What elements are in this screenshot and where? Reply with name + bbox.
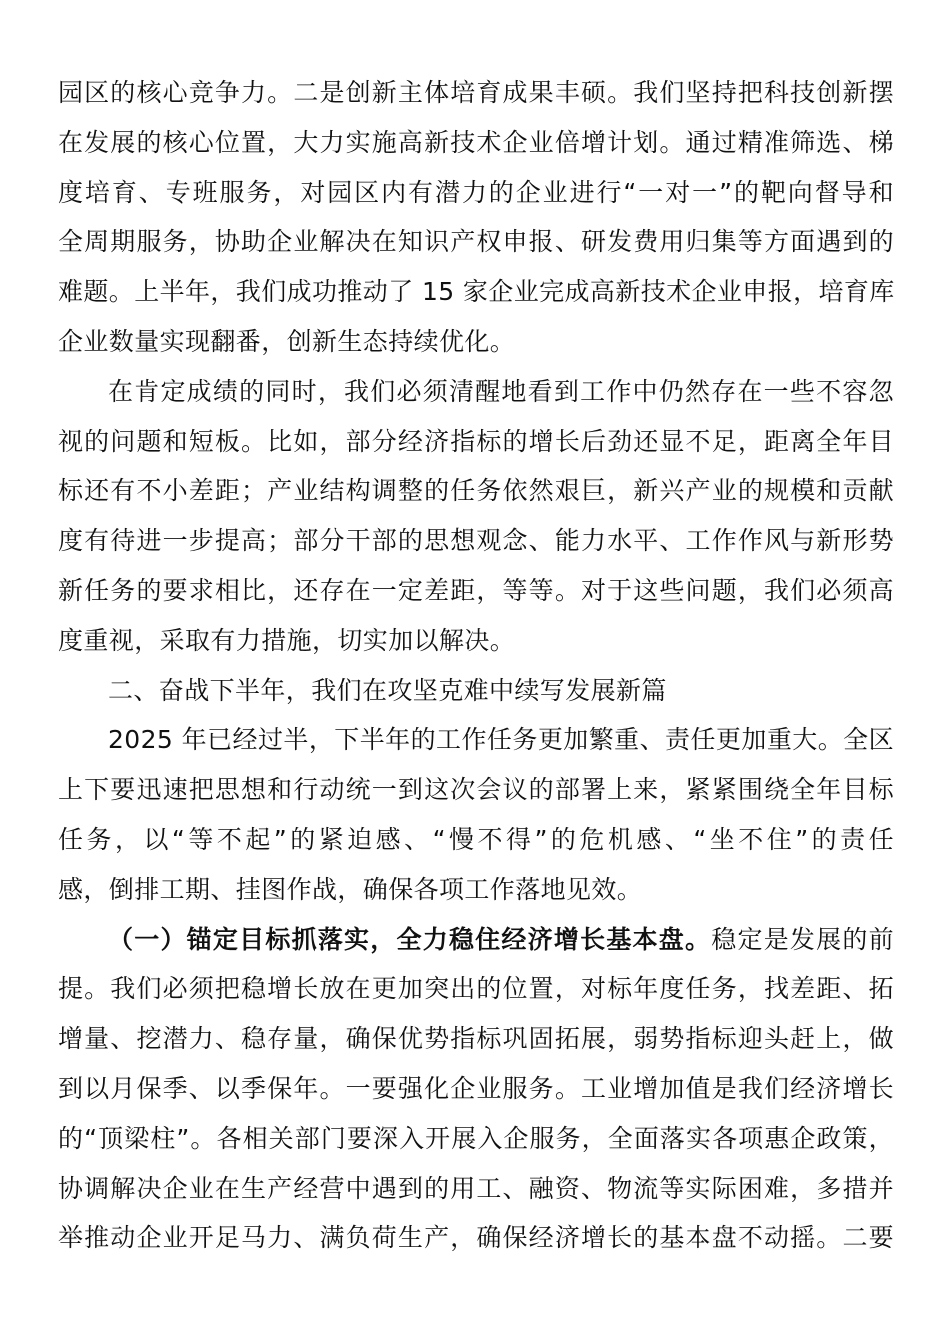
text-line: 举推动企业开足马力、满负荷生产，确保经济增长的基本盘不动摇。二要: [58, 1223, 894, 1253]
subsection-lead-text: 稳定是发展的前: [711, 924, 894, 954]
subsection-heading: （一）锚定目标抓落实，全力稳住经济增长基本盘。: [108, 924, 712, 954]
subsection-line: [58, 915, 894, 965]
text-line: 全周期服务，协助企业解决在知识产权申报、研发费用归集等方面遇到的: [58, 227, 894, 257]
text-line: 度培育、专班服务，对园区内有潜力的企业进行“一对一”的靶向督导和: [58, 177, 894, 207]
document-page: [58, 68, 894, 1263]
text-line: 在发展的核心位置，大力实施高新技术企业倍增计划。通过精准筛选、梯: [58, 127, 894, 157]
text-line: 的“顶梁柱”。各相关部门要深入开展入企服务，全面落实各项惠企政策，: [58, 1123, 894, 1153]
text-line: 到以月保季、以季保年。一要强化企业服务。工业增加值是我们经济增长: [58, 1073, 894, 1103]
text-line: 难题。上半年，我们成功推动了 15 家企业完成高新技术企业申报，培育库: [58, 277, 895, 307]
text-line: 园区的核心竞争力。二是创新主体培育成果丰硕。我们坚持把科技创新摆: [58, 78, 894, 107]
text-line: 感，倒排工期、挂图作战，确保各项工作落地见效。: [58, 874, 643, 904]
text-line: 标还有不小差距；产业结构调整的任务依然艰巨，新兴产业的规模和贡献: [58, 476, 894, 506]
text-line: 在肯定成绩的同时，我们必须清醒地看到工作中仍然存在一些不容忽: [108, 376, 894, 406]
text-line: 增量、挖潜力、稳存量，确保优势指标巩固拓展，弱势指标迎头赶上，做: [58, 1024, 894, 1054]
text-line: 2025 年已经过半，下半年的工作任务更加繁重、责任更加重大。全区: [108, 725, 894, 755]
text-line: 协调解决企业在生产经营中遇到的用工、融资、物流等实际困难，多措并: [58, 1173, 894, 1203]
text-line: 度有待进一步提高；部分干部的思想观念、能力水平、工作作风与新形势: [58, 526, 894, 556]
text-line: 上下要迅速把思想和行动统一到这次会议的部署上来，紧紧围绕全年目标: [58, 775, 894, 805]
text-line: 提。我们必须把稳增长放在更加突出的位置，对标年度任务，找差距、拓: [58, 974, 894, 1004]
text-line: 任务，以“等不起”的紧迫感、“慢不得”的危机感、“坐不住”的责任: [58, 824, 894, 854]
text-line: 度重视，采取有力措施，切实加以解决。: [58, 625, 516, 655]
section-heading: 二、奋战下半年，我们在攻坚克难中续写发展新篇: [108, 675, 667, 705]
text-line: 新任务的要求相比，还存在一定差距，等等。对于这些问题，我们必须高: [58, 575, 894, 605]
text-line: 视的问题和短板。比如，部分经济指标的增长后劲还显不足，距离全年目: [58, 426, 894, 456]
text-line: 企业数量实现翻番，创新生态持续优化。: [58, 326, 516, 356]
